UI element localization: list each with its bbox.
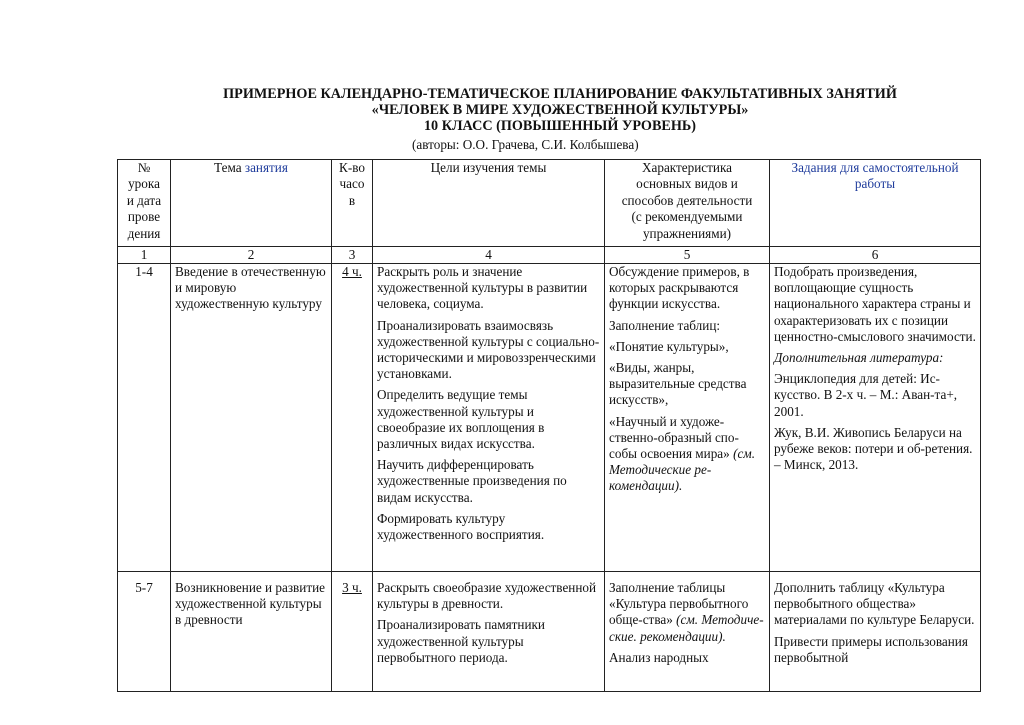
- column-number: 5: [605, 247, 770, 264]
- literature-heading: Дополнительная литература:: [774, 350, 944, 366]
- document-heading: [200, 86, 920, 134]
- column-number: 1: [118, 247, 171, 264]
- column-number: 2: [171, 247, 332, 264]
- lesson-activities: Обсуждение примеров, в которых раскрываются функции искусства. Заполнение таблиц: «Понятие культуры», «Виды, жанры, выразительные средства искусств», «Научный и художе-ственно-образный спо-собы освоения мира» (см. Методические ре-комендации).: [605, 264, 770, 572]
- lesson-tasks: Подобрать произведения, воплощающие сущность национального характера страны и охарактеризовать их с позиции ценностно-смыслового значимости. Дополнительная литература: Энциклопедия для детей: Ис-кусство. В 2-х ч. – М.: Аван-та+, 2001. Жук, В.И. Живопись Беларуси на рубеже веков: потери и об-ретения. – Минск, 2013.: [770, 264, 981, 572]
- lesson-topic: Введение в отечественную и мировую художественную культуру: [171, 264, 332, 572]
- header-row: [118, 160, 981, 247]
- lesson-tasks: Дополнить таблицу «Культура первобытного общества» материалами по культуре Беларуси. Привести примеры использования первобытной: [770, 572, 981, 692]
- lesson-topic: Возникновение и развитие художественной культуры в древности: [171, 572, 332, 692]
- heading-line-3: 10 КЛАСС (ПОВЫШЕННЫЙ УРОВЕНЬ): [423, 118, 697, 134]
- header-lesson-number: № урока и дата прове дения: [118, 160, 171, 247]
- authors-line: (авторы: О.О. Грачева, С.И. Колбышева): [412, 137, 639, 152]
- column-number-row: [118, 247, 981, 264]
- column-number: 4: [373, 247, 605, 264]
- lesson-activities: Заполнение таблицы «Культура первобытного обще-ства» (см. Методиче-ские. рекомендации). Анализ народных: [605, 572, 770, 692]
- header-independent-tasks: Задания для самостоятельной работы: [770, 160, 981, 247]
- lesson-goals: Раскрыть своеобразие художественной культуры в древности. Проанализировать памятники художественной культуры первобытного периода.: [373, 572, 605, 692]
- header-topic: Тема занятия: [171, 160, 332, 247]
- lesson-number: 1-4: [118, 264, 171, 572]
- literature-item: Энциклопедия для детей: Ис-кусство. В 2-х ч. – М.: Аван-та+, 2001.: [774, 371, 958, 419]
- header-goals: Цели изучения темы: [373, 160, 605, 247]
- lesson-goals: Раскрыть роль и значение художественной культуры в развитии человека, социума. Проанализировать взаимосвязь художественной культуры с социально-историческими и мировоззренческими установками. Определить ведущие темы художественной культуры и своеобразие их воплощения в различных видах искусства. Научить дифференцировать художественные произведения по видам искусства. Формировать культуру художественного восприятия.: [373, 264, 605, 572]
- column-number: 3: [332, 247, 373, 264]
- lesson-hours: 4 ч.: [332, 264, 373, 572]
- literature-item: Жук, В.И. Живопись Беларуси на рубеже веков: потери и об-ретения. – Минск, 2013.: [774, 424, 973, 473]
- lesson-number: 5-7: [118, 572, 171, 692]
- heading-line-2: «ЧЕЛОВЕК В МИРЕ ХУДОЖЕСТВЕННОЙ КУЛЬТУРЫ»: [371, 102, 749, 118]
- table-row: [118, 264, 981, 572]
- lesson-hours: 3 ч.: [332, 572, 373, 692]
- column-number: 6: [770, 247, 981, 264]
- table-row: [118, 572, 981, 692]
- header-hours: К-во часо в: [332, 160, 373, 247]
- heading-line-1: ПРИМЕРНОЕ КАЛЕНДАРНО-ТЕМАТИЧЕСКОЕ ПЛАНИРОВАНИЕ ФАКУЛЬТАТИВНЫХ ЗАНЯТИЙ: [223, 86, 897, 102]
- header-activities: Характеристика основных видов и способов деятельности (с рекомендуемыми упражнениями): [605, 160, 770, 247]
- planning-table: [117, 159, 981, 692]
